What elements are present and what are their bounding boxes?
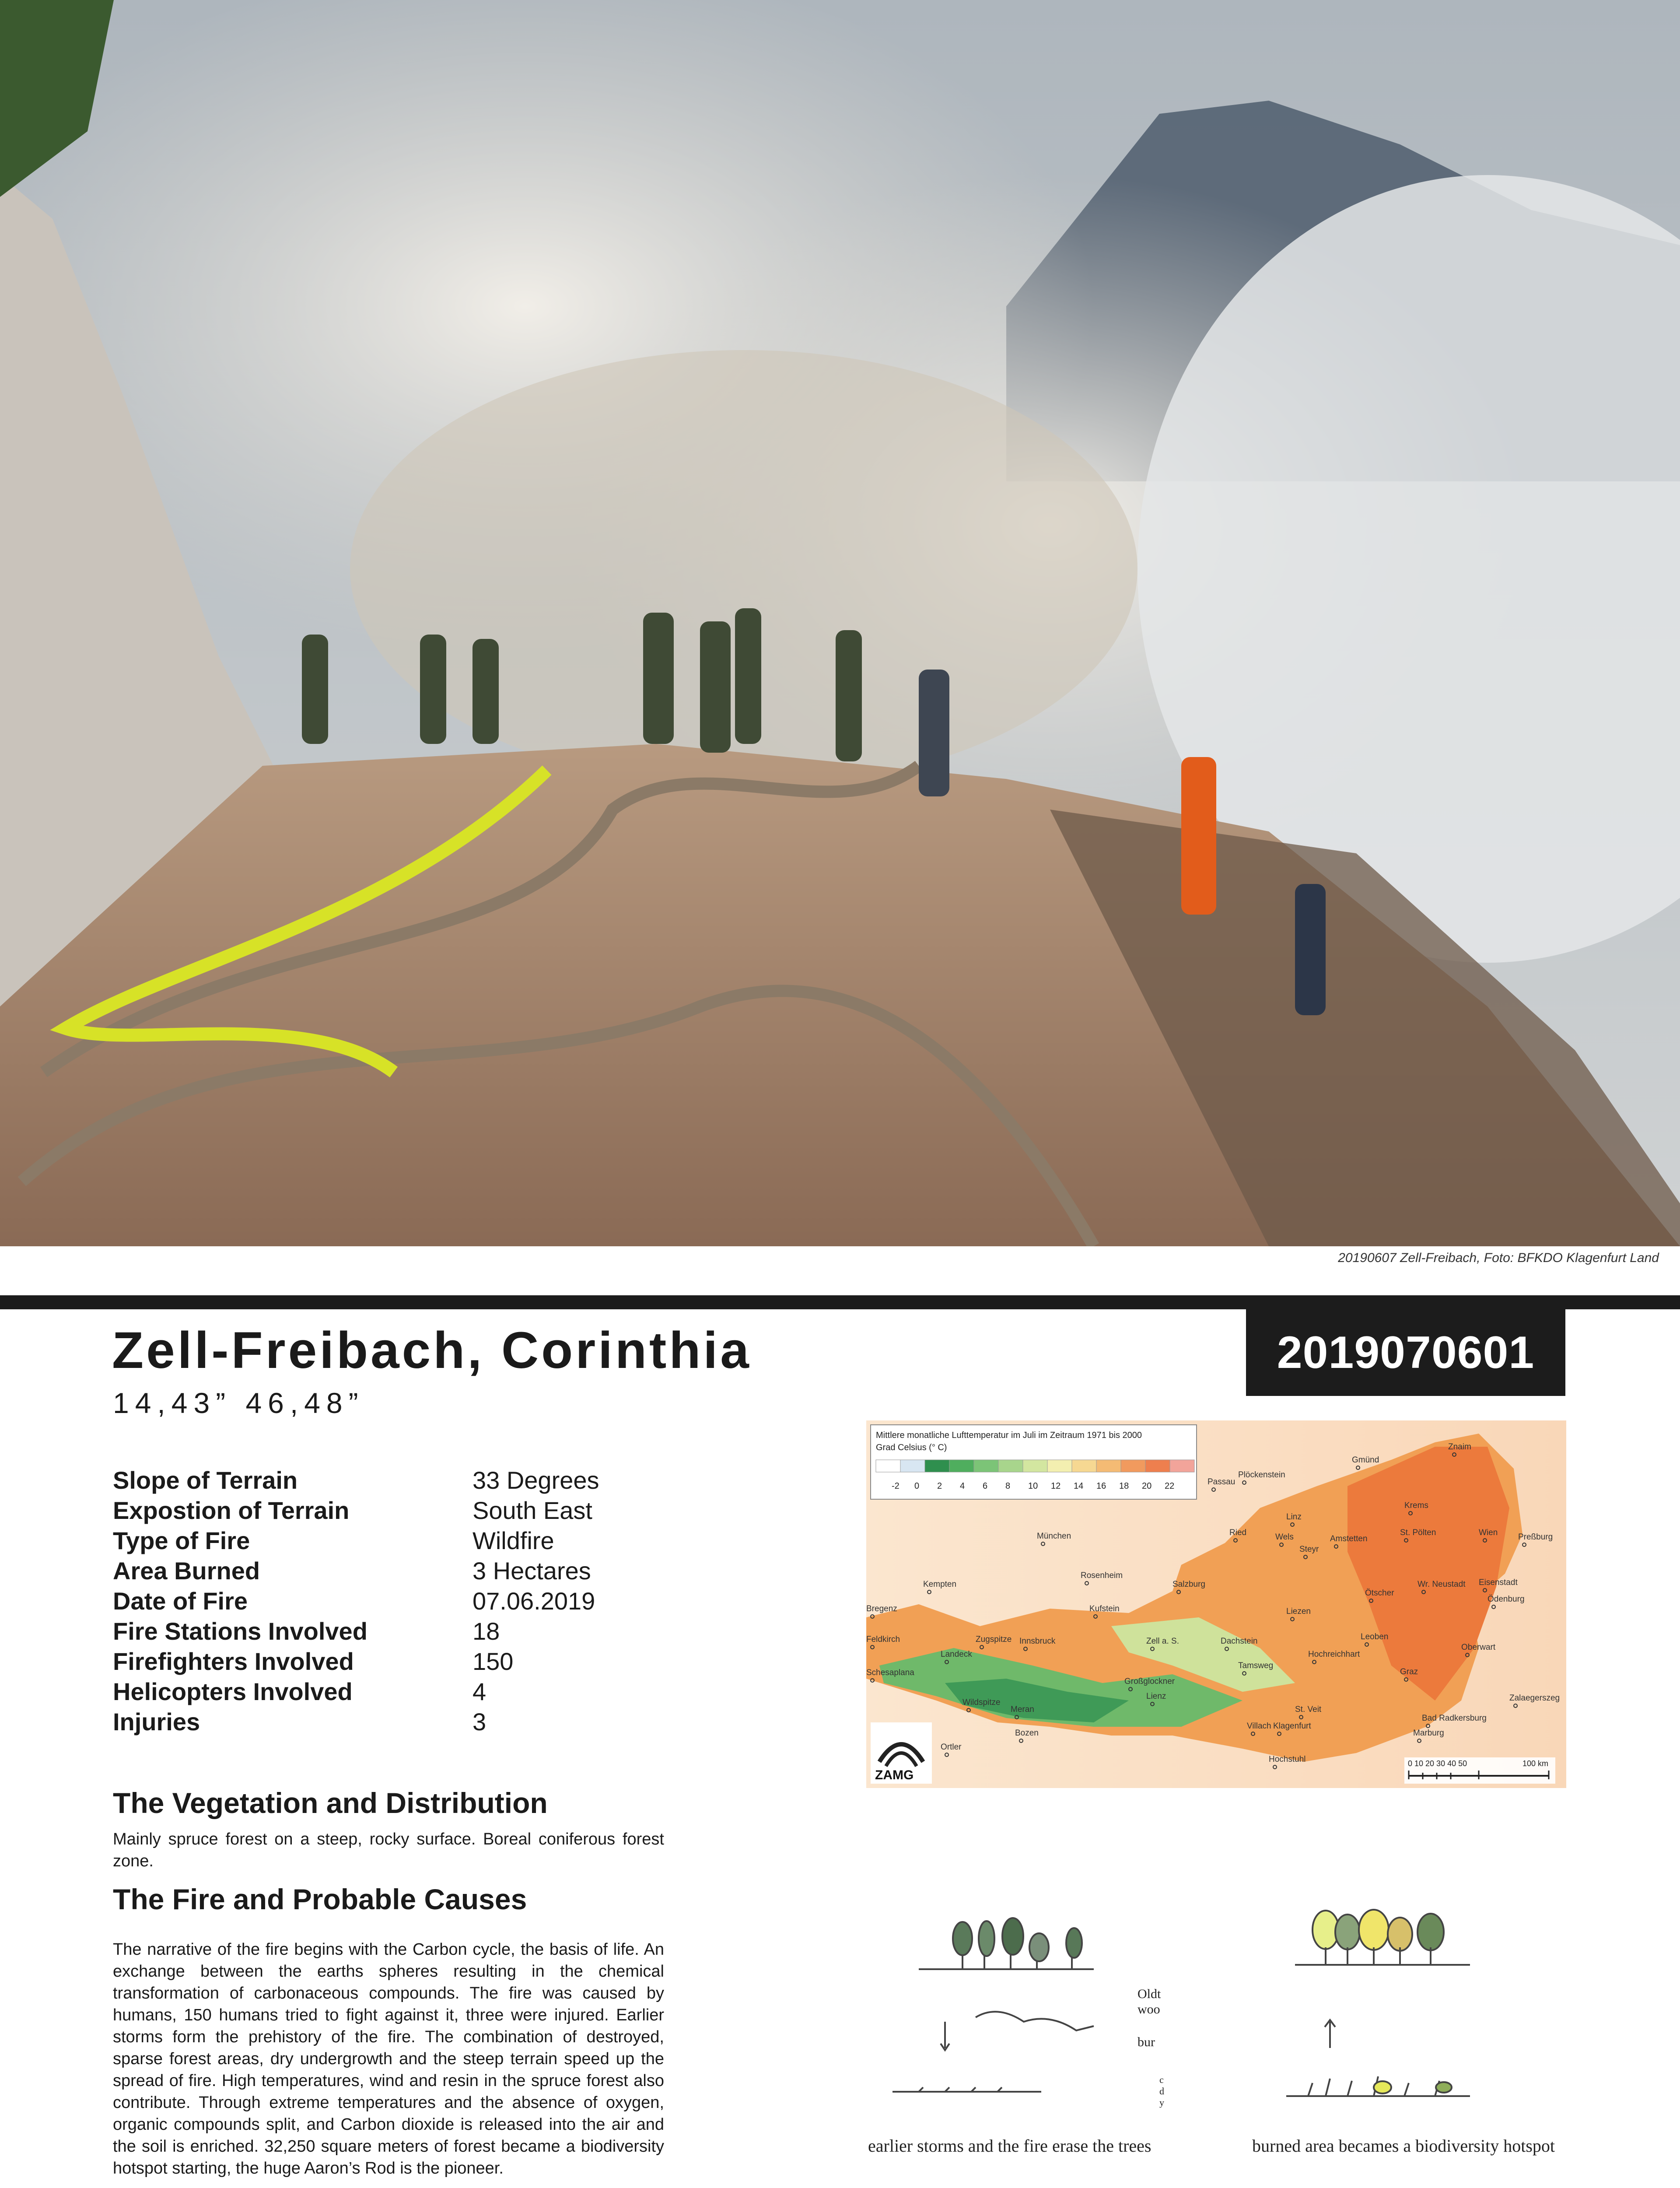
map-place-label: Zalaegerszeg <box>1509 1694 1560 1703</box>
sketch-right <box>1286 1910 1470 2096</box>
map-place-label: Wr. Neustadt <box>1418 1580 1466 1589</box>
fire-heading: The Fire and Probable Causes <box>113 1883 527 1915</box>
map-place-label: Tamsweg <box>1238 1661 1274 1670</box>
fact-row <box>113 1465 599 1495</box>
map-place-label: Liezen <box>1286 1607 1311 1616</box>
fact-row <box>113 1616 599 1646</box>
map-place-label: St. Veit <box>1295 1705 1322 1714</box>
legend-tick: 8 <box>1005 1481 1011 1491</box>
map-place-label: Ötscher <box>1365 1588 1394 1598</box>
fact-row <box>113 1646 599 1676</box>
legend-tick: 16 <box>1096 1481 1106 1491</box>
map-place-label: Zell a. S. <box>1146 1637 1179 1646</box>
divider-bar <box>0 1295 1680 1309</box>
coordinates: 14,43” 46,48” <box>113 1387 364 1419</box>
legend-tick: 10 <box>1028 1481 1038 1491</box>
scale-end: 100 km <box>1522 1759 1549 1768</box>
case-id-badge: 2019070601 <box>1246 1309 1565 1396</box>
map-place-label: Krems <box>1404 1501 1428 1510</box>
map-place-label: Passau <box>1208 1477 1236 1487</box>
map-place-label: Bozen <box>1015 1729 1039 1738</box>
map-place-label: Wildspitze <box>962 1698 1001 1707</box>
map-place-label: Dachstein <box>1221 1637 1258 1646</box>
legend-title-1: Mittlere monatliche Lufttemperatur im Juli im Zeitraum 1971 bis 2000 <box>876 1431 1142 1440</box>
map-place-label: Lienz <box>1146 1692 1166 1701</box>
map-place-label: Gmünd <box>1352 1455 1379 1465</box>
map-place-label: Preßburg <box>1518 1532 1553 1542</box>
map-place-label: Innsbruck <box>1019 1637 1056 1646</box>
map-place-label: Kufstein <box>1089 1604 1120 1613</box>
legend-swatch <box>949 1460 974 1472</box>
sketch-note-2: woo <box>1138 2002 1160 2016</box>
map-place-label: Landeck <box>941 1650 972 1659</box>
map-place-label: Ried <box>1229 1528 1247 1537</box>
map-place-label: Zugspitze <box>976 1635 1012 1644</box>
vegetation-text: Mainly spruce forest on a steep, rocky surface. Boreal coniferous forest zone. <box>113 1830 664 1870</box>
fact-label: Type of Fire <box>113 1527 250 1554</box>
facts-table <box>113 1465 599 1737</box>
sketch-note-4: c <box>1159 2074 1164 2085</box>
legend-tick: -2 <box>892 1481 900 1491</box>
legend-tick: 0 <box>914 1481 920 1491</box>
legend-tick: 4 <box>960 1481 965 1491</box>
zamg-logo <box>871 1722 932 1784</box>
fact-label: Area Burned <box>113 1557 260 1585</box>
legend-tick: 14 <box>1074 1481 1084 1491</box>
map-place-label: Graz <box>1400 1667 1418 1676</box>
zamg-text: ZAMG <box>875 1768 914 1782</box>
fact-row <box>113 1495 599 1525</box>
fact-row <box>113 1707 599 1737</box>
sketch-note-3: bur <box>1138 2035 1155 2049</box>
legend-swatch <box>925 1460 949 1472</box>
map-place-label: Hochstuhl <box>1269 1755 1306 1764</box>
legend-swatch <box>1145 1460 1170 1472</box>
sketch-note-6: y <box>1159 2097 1164 2108</box>
fact-value: 3 <box>472 1708 486 1736</box>
map-legend <box>871 1425 1197 1499</box>
map-place-label: Plöckenstein <box>1238 1470 1285 1480</box>
sketch-left <box>892 1918 1094 2092</box>
fact-row <box>113 1586 599 1616</box>
sketch-note-1: Oldt <box>1138 1987 1161 2001</box>
legend-swatch <box>1096 1460 1121 1472</box>
fact-label: Date of Fire <box>113 1587 248 1615</box>
map-place-label: Salzburg <box>1172 1580 1205 1589</box>
fact-value: Wildfire <box>472 1527 554 1554</box>
map-place-label: Kempten <box>923 1580 957 1589</box>
map-place-label: Villach <box>1247 1722 1271 1731</box>
map-place-label: Ödenburg <box>1488 1595 1525 1604</box>
map-place-label: Eisenstadt <box>1479 1578 1518 1587</box>
legend-tick: 22 <box>1165 1481 1175 1491</box>
legend-swatch <box>1121 1460 1145 1472</box>
map-place-label: Rosenheim <box>1081 1571 1123 1580</box>
map-place-label: Marburg <box>1413 1729 1444 1738</box>
photo-caption: 20190607 Zell-Freibach, Foto: BFKDO Klagenfurt Land <box>1338 1251 1659 1265</box>
fire-text: The narrative of the fire begins with the Carbon cycle, the basis of life. An exchange between the earths spheres resulting in the chemical transformation of carbonaceous compounds. The fire was caused by humans, 150 humans tried to fight against it, three were injured. Earlier storms form the prehistory of the fire. The combination of destroyed, sparse forest areas, dry undergrowth and the steep terrain speed up the spread of fire. High temperatures, wind and resin in the spruce forest also contribute. Through extreme temperatures and the absence of oxygen, organic compounds split, and Carbon dioxide is released into the air and the soil is enriched. 32,250 square meters of forest became a biodiversity hotspot starting, the huge Aaron’s Rod is the pioneer. <box>113 1940 664 2177</box>
map-place-label: Znaim <box>1448 1442 1471 1452</box>
map-place-label: Großglockner <box>1124 1677 1175 1686</box>
map-place-label: Steyr <box>1299 1545 1319 1554</box>
temperature-map <box>866 1420 1566 1788</box>
fact-value: 3 Hectares <box>472 1557 591 1585</box>
fact-label: Helicopters Involved <box>113 1678 353 1705</box>
sketch-caption-right: burned area becames a biodiversity hotspot <box>1252 2136 1555 2156</box>
legend-swatch <box>900 1460 925 1472</box>
map-scale <box>1404 1757 1555 1784</box>
map-place-label: Ortler <box>941 1743 962 1752</box>
page-title: Zell-Freibach, Corinthia <box>112 1322 752 1379</box>
fact-row <box>113 1525 599 1556</box>
fact-label: Fire Stations Involved <box>113 1617 368 1645</box>
map-place-label: St. Pölten <box>1400 1528 1436 1537</box>
fact-label: Expostion of Terrain <box>113 1497 350 1524</box>
fact-value: 33 Degrees <box>472 1466 599 1494</box>
fact-value: 07.06.2019 <box>472 1587 595 1615</box>
fact-row <box>113 1556 599 1586</box>
map-place-label: Linz <box>1286 1512 1302 1522</box>
vegetation-heading: The Vegetation and Distribution <box>113 1787 548 1819</box>
map-place-label: Amstetten <box>1330 1534 1368 1543</box>
sketch-note-5: d <box>1159 2086 1164 2097</box>
map-place-label: Wels <box>1275 1532 1294 1542</box>
fact-label: Firefighters Involved <box>113 1648 354 1675</box>
map-place-label: Meran <box>1011 1705 1034 1714</box>
map-place-label: Hochreichhart <box>1308 1650 1360 1659</box>
fact-value: 4 <box>472 1678 486 1705</box>
map-place-label: Bregenz <box>866 1604 897 1613</box>
map-place-label: Wien <box>1479 1528 1498 1537</box>
legend-title-2: Grad Celsius (° C) <box>876 1443 947 1452</box>
legend-swatch <box>974 1460 998 1472</box>
legend-swatch <box>1170 1460 1194 1472</box>
scale-ticks: 0 10 20 30 40 50 <box>1408 1759 1467 1768</box>
sketch-caption-left: earlier storms and the fire erase the trees <box>868 2136 1152 2156</box>
legend-swatch <box>1072 1460 1096 1472</box>
legend-tick: 2 <box>937 1481 942 1491</box>
fact-label: Injuries <box>113 1708 200 1736</box>
sketch-diagrams <box>866 1882 1575 2127</box>
legend-tick: 20 <box>1142 1481 1152 1491</box>
fact-row <box>113 1676 599 1707</box>
legend-swatch <box>876 1460 900 1472</box>
legend-tick: 12 <box>1051 1481 1061 1491</box>
legend-tick: 18 <box>1119 1481 1129 1491</box>
fact-label: Slope of Terrain <box>113 1466 298 1494</box>
fact-value: 18 <box>472 1617 500 1645</box>
map-place-label: Leoben <box>1361 1632 1389 1641</box>
legend-swatch <box>1047 1460 1072 1472</box>
map-place-label: Klagenfurt <box>1273 1722 1311 1731</box>
legend-swatch <box>1023 1460 1047 1472</box>
map-place-label: München <box>1037 1532 1071 1541</box>
legend-tick: 6 <box>983 1481 988 1491</box>
map-place-label: Schesaplana <box>866 1668 914 1677</box>
legend-swatch <box>998 1460 1023 1472</box>
map-place-label: Feldkirch <box>866 1635 900 1644</box>
map-place-label: Oberwart <box>1461 1643 1496 1652</box>
fact-value: 150 <box>472 1648 514 1675</box>
map-place-label: Bad Radkersburg <box>1422 1714 1487 1723</box>
fact-value: South East <box>472 1497 592 1524</box>
